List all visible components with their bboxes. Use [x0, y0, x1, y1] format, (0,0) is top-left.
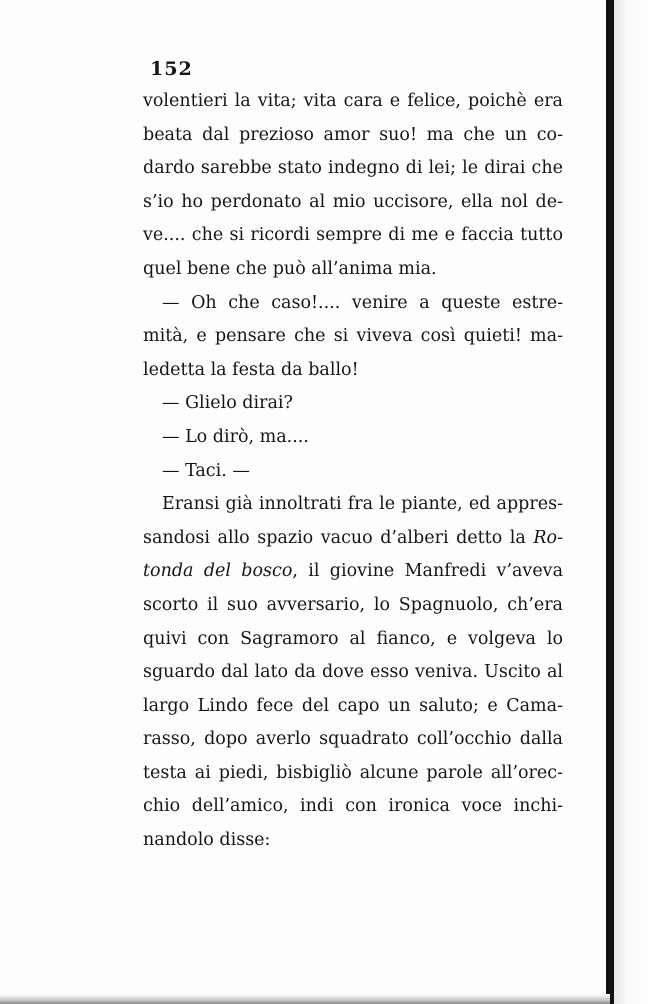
text-line — [143, 555, 563, 589]
text-line: sguardo dal lato da dove esso veniva. Uscito al — [143, 662, 563, 683]
text-line: — Lo dirò, ma.... — [162, 426, 309, 447]
text-line: Eransi già innoltrati fra le piante, ed appres- — [162, 494, 563, 515]
text-line: quel bene che può all’anima mia. — [143, 258, 437, 279]
text-line: mità, e pensare che si viveva così quieti! ma- — [143, 326, 563, 347]
body-text — [143, 85, 563, 858]
text-line: — Glielo dirai? — [162, 393, 293, 414]
italic-place-name: tonda del bosco — [143, 561, 293, 582]
text-line: largo Lindo fece del capo un saluto; e Cama- — [143, 695, 563, 716]
text-line: quivi con Sagramoro al fianco, e volgeva lo — [143, 628, 563, 649]
text-run: sandosi allo spazio vacuo d’alberi detto la — [143, 527, 534, 548]
text-line: ledetta la festa da ballo! — [143, 359, 359, 380]
text-line: ve.... che si ricordi sempre di me e faccia tutto — [143, 225, 563, 246]
text-line: s’io ho perdonato al mio uccisore, ella nol de- — [143, 191, 563, 212]
book-spine-edge — [606, 0, 614, 1004]
text-line: — Oh che caso!.... venire a queste estre- — [162, 292, 563, 313]
page-bottom-edge — [0, 994, 610, 1004]
text-run: , il giovine Manfredi v’aveva — [292, 561, 563, 582]
italic-place-name: Ro- — [533, 527, 563, 548]
text-line: scorto il suo avversario, lo Spagnuolo, ch’era — [143, 594, 563, 615]
text-line — [143, 522, 563, 556]
page-number: 152 — [150, 58, 193, 80]
text-line: testa ai piedi, bisbigliò alcune parole all’orec- — [143, 762, 563, 783]
text-line: — Taci. — — [162, 460, 250, 481]
text-line: nandolo disse: — [143, 830, 271, 851]
text-line: volentieri la vita; vita cara e felice, poichè era — [143, 91, 563, 111]
facing-page-margin — [614, 0, 650, 1004]
text-line: chio dell’amico, indi con ironica voce inchi- — [143, 796, 563, 817]
text-line: dardo sarebbe stato indegno di lei; le dirai che — [143, 158, 563, 179]
text-line: rasso, dopo averlo squadrato coll’occhio dalla — [143, 729, 563, 750]
text-line: beata dal prezioso amor suo! ma che un co- — [143, 124, 563, 145]
